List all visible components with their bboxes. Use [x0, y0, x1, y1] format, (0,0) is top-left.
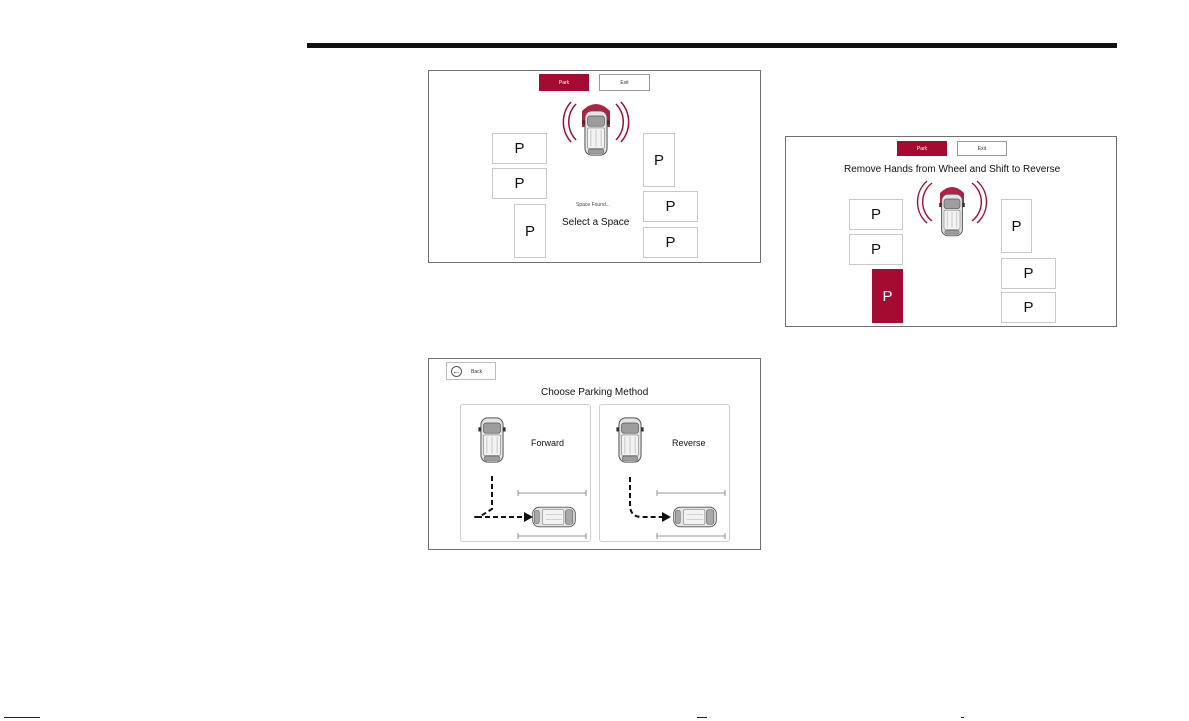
parking-slot[interactable]: P: [1001, 292, 1056, 323]
footer-mark: [961, 717, 964, 718]
reverse-label: Reverse: [672, 438, 706, 448]
parking-slot[interactable]: P: [1001, 258, 1056, 289]
forward-parking-diagram: [461, 405, 590, 541]
parking-slot[interactable]: P: [643, 191, 698, 222]
parking-slot[interactable]: P: [849, 234, 903, 265]
parking-slot[interactable]: P: [1001, 199, 1032, 253]
status-text: Space Found...: [576, 202, 610, 208]
back-arrow-icon: ←: [452, 366, 461, 376]
car-top-view-icon: [555, 96, 637, 178]
top-rule: [307, 43, 1117, 48]
parking-slot-selected[interactable]: P: [872, 269, 903, 323]
forward-label: Forward: [531, 438, 565, 448]
choose-method-screen: [428, 358, 761, 550]
footer-mark: [697, 717, 707, 718]
back-button[interactable]: [446, 362, 496, 380]
instruction-text: Remove Hands from Wheel and Shift to Reverse: [844, 164, 1061, 175]
car-top-view-icon: [912, 177, 992, 249]
parking-slot[interactable]: P: [492, 168, 547, 199]
exit-button[interactable]: Exit: [599, 74, 650, 91]
park-button[interactable]: Park: [897, 141, 947, 156]
exit-button[interactable]: Exit: [957, 141, 1007, 156]
parking-slot[interactable]: P: [849, 199, 903, 230]
remove-hands-screen: [785, 136, 1117, 327]
parking-slot[interactable]: P: [514, 204, 546, 258]
parking-slot[interactable]: P: [643, 133, 675, 187]
parking-slot[interactable]: P: [492, 133, 547, 164]
back-label: Back: [471, 369, 483, 375]
select-space-screen: [428, 70, 761, 263]
instruction-text: Select a Space: [562, 217, 630, 228]
parking-slot[interactable]: P: [643, 227, 698, 258]
reverse-parking-diagram: [600, 405, 729, 541]
reverse-method-card[interactable]: [599, 404, 730, 542]
park-button[interactable]: Park: [539, 74, 589, 91]
page-title: Choose Parking Method: [541, 387, 649, 398]
forward-method-card[interactable]: [460, 404, 591, 542]
footer-mark: [4, 717, 40, 718]
